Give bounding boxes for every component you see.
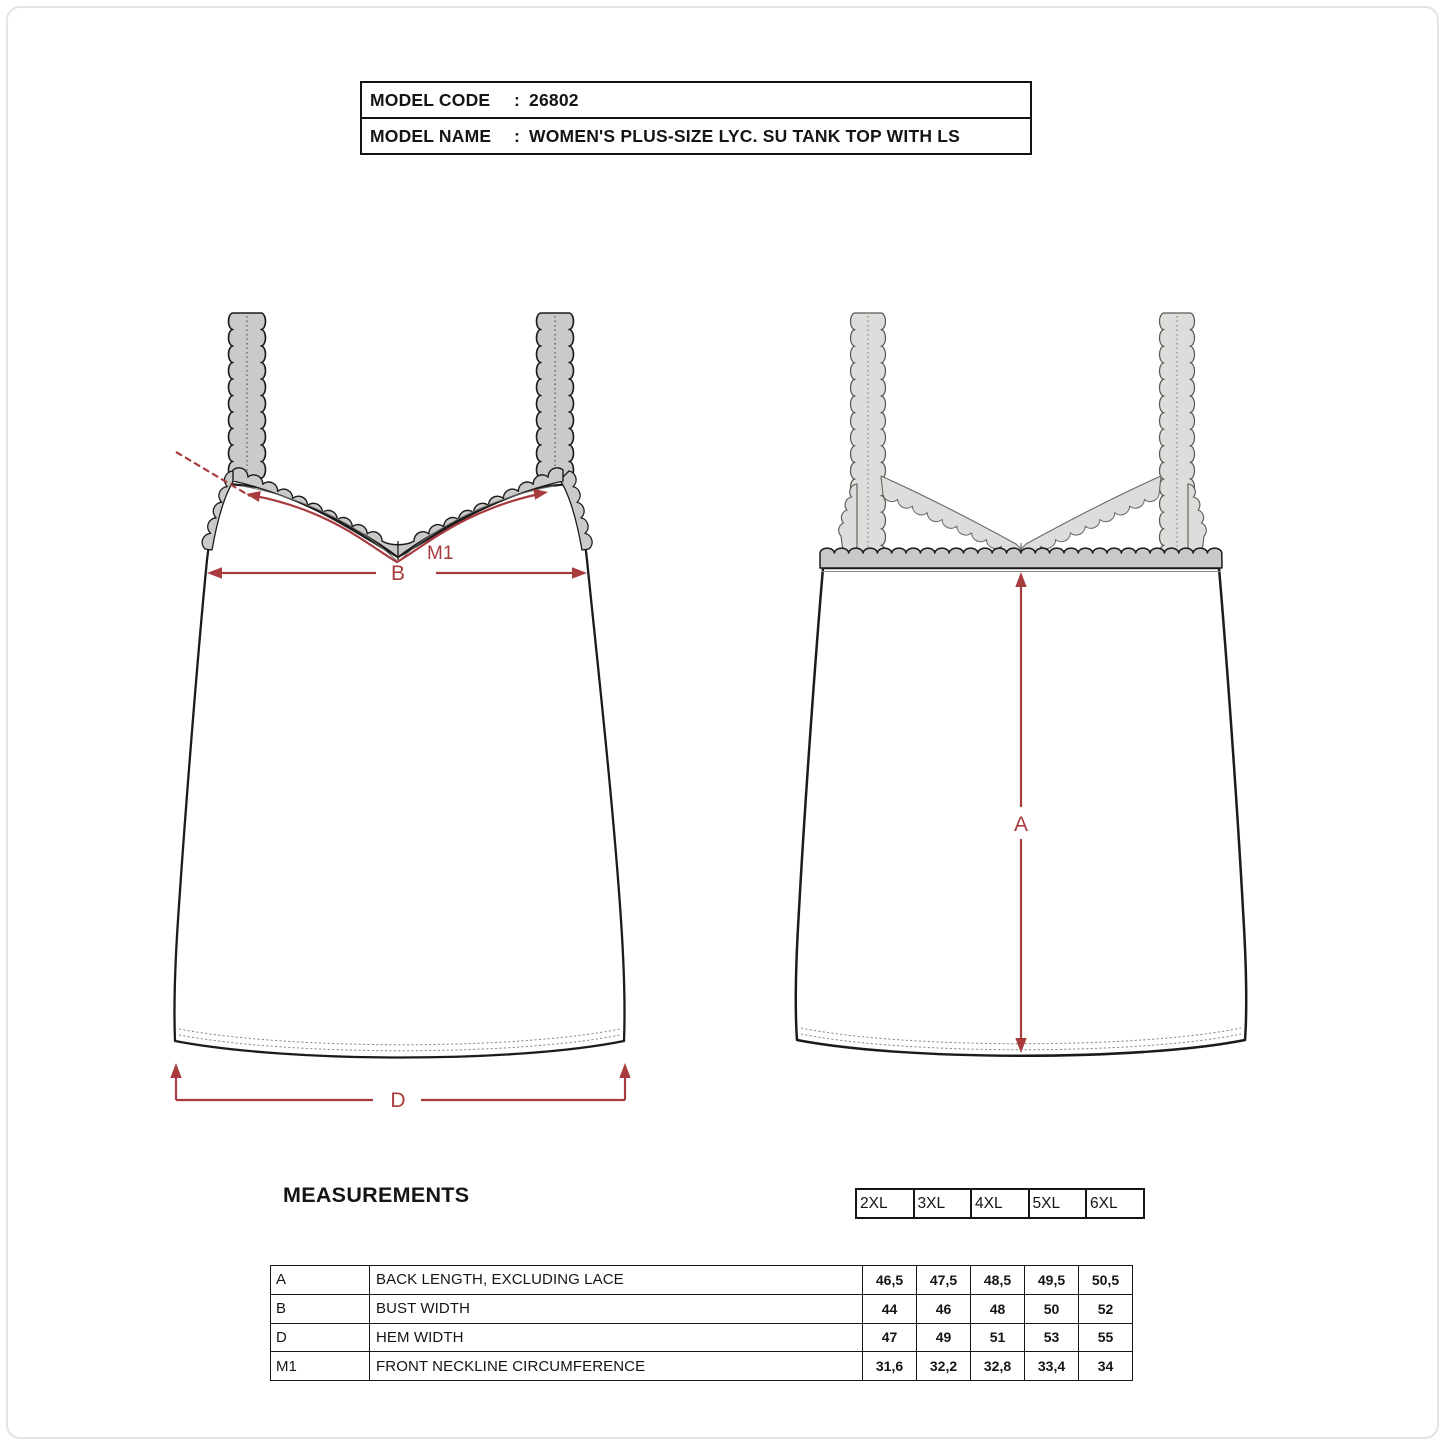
- front-view: [174, 313, 624, 1058]
- dimension-label-neckline: M1: [427, 543, 454, 564]
- measure-name-cell: HEM WIDTH: [370, 1323, 863, 1352]
- dimension-label-bust: B: [390, 562, 406, 585]
- model-name-colon: :: [514, 125, 521, 146]
- measure-value-cell: 55: [1079, 1323, 1133, 1352]
- measure-value-cell: 44: [863, 1294, 917, 1323]
- measure-code-cell: B: [271, 1294, 370, 1323]
- model-code-label: MODEL CODE: [370, 89, 491, 110]
- measure-value-cell: 34: [1079, 1352, 1133, 1381]
- model-name-label: MODEL NAME: [370, 125, 492, 146]
- measure-value-cell: 47,5: [917, 1266, 971, 1295]
- measure-row: [271, 1294, 1133, 1323]
- dimension-label-back-length: A: [1013, 813, 1029, 836]
- measure-value-cell: 49,5: [1025, 1266, 1079, 1295]
- measure-code-cell: D: [271, 1323, 370, 1352]
- measure-value-cell: 52: [1079, 1294, 1133, 1323]
- header-table: [360, 81, 1032, 155]
- model-name-row: [362, 117, 1030, 153]
- measure-value-cell: 50: [1025, 1294, 1079, 1323]
- back-right-diagonal-lace: [1021, 476, 1161, 555]
- measure-value-cell: 50,5: [1079, 1266, 1133, 1295]
- measure-name-cell: BUST WIDTH: [370, 1294, 863, 1323]
- back-left-diagonal-lace: [881, 476, 1021, 555]
- size-cell: 3XL: [915, 1190, 973, 1217]
- measurements-table: [270, 1265, 1133, 1381]
- back-left-outer-lace: [839, 484, 857, 552]
- model-code-row: [362, 83, 1030, 117]
- measure-value-cell: 47: [863, 1323, 917, 1352]
- size-cell: 5XL: [1030, 1190, 1088, 1217]
- measure-value-cell: 31,6: [863, 1352, 917, 1381]
- measure-value-cell: 49: [917, 1323, 971, 1352]
- size-cell: 6XL: [1090, 1194, 1118, 1212]
- measurements-title: MEASUREMENTS: [283, 1183, 470, 1207]
- measure-value-cell: 32,2: [917, 1352, 971, 1381]
- measure-value-cell: 33,4: [1025, 1352, 1079, 1381]
- measure-value-cell: 48,5: [971, 1266, 1025, 1295]
- measure-code-cell: A: [271, 1266, 370, 1295]
- size-header-table: [855, 1188, 1145, 1219]
- measure-row: [271, 1323, 1133, 1352]
- front-right-strap: [537, 313, 574, 478]
- measure-value-cell: 46,5: [863, 1266, 917, 1295]
- dimension-label-hem: D: [390, 1089, 406, 1112]
- measure-value-cell: 53: [1025, 1323, 1079, 1352]
- technical-drawing: [100, 280, 1300, 1140]
- model-name-value: WOMEN'S PLUS-SIZE LYC. SU TANK TOP WITH LS: [529, 125, 960, 146]
- measure-value-cell: 51: [971, 1323, 1025, 1352]
- measure-name-cell: BACK LENGTH, EXCLUDING LACE: [370, 1266, 863, 1295]
- model-code-value: 26802: [529, 89, 579, 110]
- measure-code-cell: M1: [271, 1352, 370, 1381]
- measure-name-cell: FRONT NECKLINE CIRCUMFERENCE: [370, 1352, 863, 1381]
- front-left-strap: [229, 313, 266, 478]
- front-straps: [229, 313, 574, 478]
- back-straps: [851, 313, 1195, 562]
- measure-row: [271, 1352, 1133, 1381]
- model-code-colon: :: [514, 89, 521, 110]
- back-lace-band: [820, 548, 1222, 568]
- measure-value-cell: 48: [971, 1294, 1025, 1323]
- measure-row: [271, 1266, 1133, 1295]
- measure-value-cell: 32,8: [971, 1352, 1025, 1381]
- measure-value-cell: 46: [917, 1294, 971, 1323]
- back-right-outer-lace: [1188, 484, 1206, 552]
- size-cell: 2XL: [857, 1190, 915, 1217]
- size-cell: 4XL: [972, 1190, 1030, 1217]
